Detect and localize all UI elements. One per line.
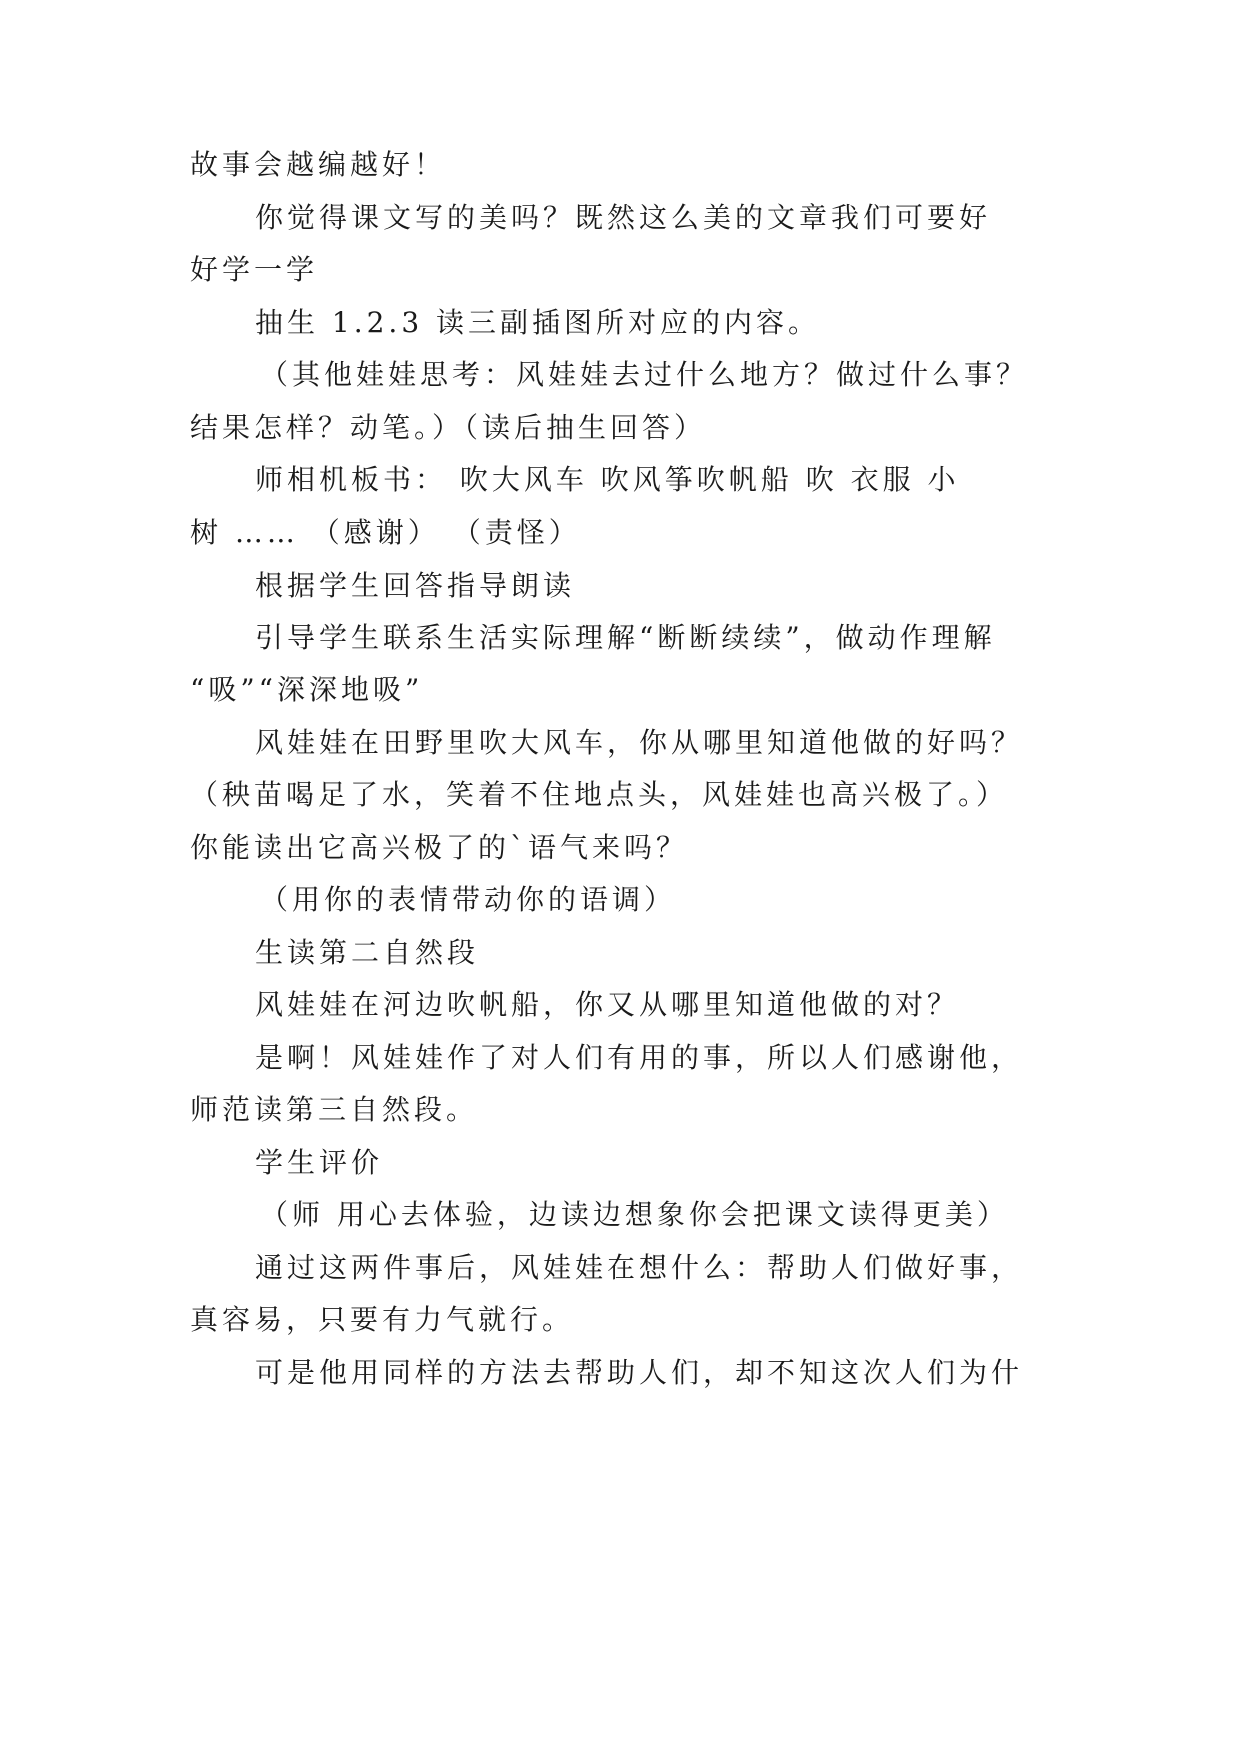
text-line: “吸”“深深地吸”: [190, 673, 424, 706]
text-line: （秧苗喝足了水，笑着不住地点头，风娃娃也高兴极了。）: [190, 778, 1009, 811]
text-line: 故事会越编越好！: [190, 148, 447, 181]
text-line: 师范读第三自然段。: [190, 1093, 479, 1126]
text-line: 根据学生回答指导朗读: [255, 569, 576, 602]
text-line: （师 用心去体验，边读边想象你会把课文读得更美）: [260, 1198, 1009, 1231]
text-line: 可是他用同样的方法去帮助人们，却不知这次人们为什: [255, 1356, 1024, 1389]
text-line: 树 …… （感谢） （责怪）: [190, 516, 581, 549]
text-line: 师相机板书： 吹大风车 吹风筝吹帆船 吹 衣服 小: [255, 463, 960, 496]
text-line: 结果怎样？动笔。）（读后抽生回答）: [190, 411, 707, 444]
text-line: 你能读出它高兴极了的`语气来吗？: [190, 831, 689, 864]
text-line: 学生评价: [255, 1146, 384, 1179]
text-line: （用你的表情带动你的语调）: [260, 883, 677, 916]
text-line: 好学一学: [190, 253, 319, 286]
text-line: 真容易，只要有力气就行。: [190, 1303, 575, 1336]
text-line: 生读第二自然段: [255, 936, 480, 969]
text-line: 抽生 1.2.3 读三副插图所对应的内容。: [255, 306, 821, 339]
text-line: 引导学生联系生活实际理解“断断续续”，做动作理解: [255, 621, 996, 654]
text-line: 风娃娃在田野里吹大风车，你从哪里知道他做的好吗？: [255, 726, 1024, 759]
text-line: 是啊！风娃娃作了对人们有用的事，所以人们感谢他，: [255, 1041, 1024, 1074]
text-line: 通过这两件事后，风娃娃在想什么：帮助人们做好事，: [255, 1251, 1024, 1284]
text-line: 风娃娃在河边吹帆船，你又从哪里知道他做的对？: [255, 988, 960, 1021]
text-line: （其他娃娃思考：风娃娃去过什么地方？做过什么事？: [260, 358, 1029, 391]
text-line: 你觉得课文写的美吗？既然这么美的文章我们可要好: [255, 201, 992, 234]
